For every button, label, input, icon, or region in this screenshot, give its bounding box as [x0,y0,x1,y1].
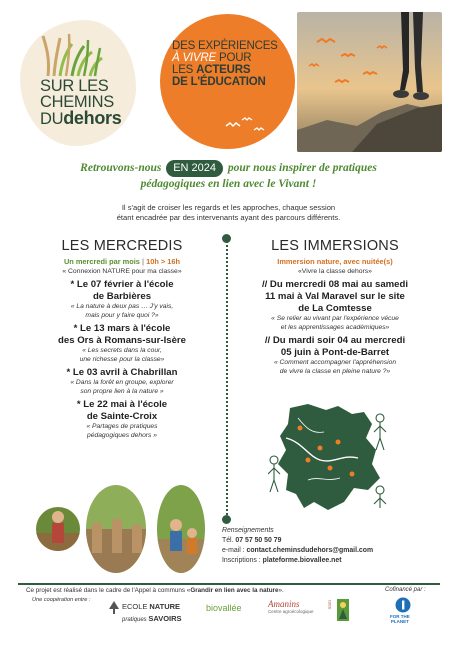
mercredis-subtitle: Un mercredi par mois | 10h > 16h [63,257,181,266]
logo-line1: SUR LES [40,77,109,95]
footer-rule [18,583,440,585]
event-item [30,279,214,320]
event-title: 11 mai à Val Maravel sur le site [265,291,405,302]
footer-text-a: Ce projet est réalisé dans le cadre de l'Appel à communs « [26,587,191,594]
grass-logo-icon [40,28,110,78]
activity-photos [36,483,206,575]
event-item [30,323,214,364]
planet-line2: PLANET [390,619,409,624]
contact-phone [222,536,442,546]
event-item [30,367,214,396]
tree-icon [108,600,120,614]
partner1-nature: NATURE [149,601,181,611]
event-title: // Du mercredi 08 mai au samedi [261,279,409,290]
tagline-line1: DES EXPÉRIENCES [172,40,278,52]
tagline-acteurs: ACTEURS [196,64,251,76]
mercredis-frequency: Un mercredi par mois [63,257,140,266]
planet-line1: FOR THE [390,614,410,619]
partner1-ecole: ECOLE [121,601,148,611]
planet-label [390,614,410,624]
contact-email [222,546,442,556]
footer-text-b: Grandir en lien avec la nature [190,587,279,594]
tagline-a-vivre: À VIVRE [172,52,216,64]
event-title: * Le 13 mars à l'école [73,323,171,334]
region-map-icon [268,398,388,516]
event-quote: « Comment accompagner l'appréhension [273,359,397,366]
contact-heading: Renseignements [222,527,274,534]
divider-dot-bottom [222,515,231,524]
logo-line2: CHEMINS [40,93,114,111]
event-quote: « Se relier au vivant par l'expérience vécue [271,315,399,322]
sdei-emblem-icon [330,597,352,623]
event-quote: une richesse pour la classe» [79,355,165,363]
year-badge: EN 2024 [166,160,223,177]
intro-after: pour nous inspirer de pratiques [227,162,377,174]
event-quote: de vivre la classe en pleine nature ?» [279,367,391,375]
intro-line2: pédagogiques en lien avec le Vivant ! [140,178,317,190]
footer-statement [26,587,386,595]
cofund-label: Cofinancé par : [385,587,426,593]
email-link[interactable]: contact.cheminsdudehors@gmail.com [246,547,374,554]
logo-line3-dehors: dehors [63,108,122,128]
birds-icon [222,110,272,136]
partner1-pratiques: pratiques [122,617,147,623]
partner-ecole-nature-logo [108,600,182,623]
event-title: de La Comtesse [298,303,372,314]
immersions-column [242,238,428,376]
immersions-title: LES IMMERSIONS [271,238,399,254]
intro-before: Retrouvons-nous [80,162,162,174]
event-quote: mais pour y faire quoi ?» [85,311,159,319]
tagline-line2 [172,52,284,64]
immersions-subtitle [242,257,428,267]
mercredis-column [30,238,214,440]
partner4-name: SDEI [327,600,332,610]
intro-line1 [24,160,433,177]
event-item [242,279,428,332]
mercredis-note: « Connexion NATURE pour ma classe» [62,268,182,275]
event-item [242,335,428,376]
hiker-sunset-photo [297,12,442,152]
one-percent-planet-icon [395,597,411,613]
intro-heading [24,160,433,192]
contact-signup [222,556,442,566]
intro-description [40,203,417,223]
event-title: * Le 07 février à l'école [70,279,174,290]
logo-line3-du: DU [40,110,64,128]
contact-block [222,526,442,566]
tagline-pour: POUR [218,52,252,64]
divider-dot-top [222,234,231,243]
cooperation-label: Une coopération entre : [32,597,91,603]
event-title: // Du mardi soir 04 au mercredi [264,335,406,346]
tagline-les: LES [172,64,194,76]
event-quote: « La nature à deux pas … J'y vais, [70,303,174,310]
partner1-savoirs: SAVOIRS [148,614,182,623]
event-title: de Barbières [92,291,152,302]
phone-label: Tél. [222,537,234,544]
immersions-note: «Vivre la classe dehors» [298,268,372,275]
mercredis-title: LES MERCREDIS [61,238,183,254]
event-title: * Le 03 avril à Chabrillan [66,367,178,378]
event-quote: son propre lien à la nature » [80,387,164,395]
header-tagline [172,40,284,88]
footer-text-c: ». [278,587,284,594]
event-quote: et les apprentissages académiques» [280,323,390,331]
email-label: e-mail : [222,547,245,554]
event-title: * Le 22 mai à l'école [76,399,168,410]
partner3-sub: Centre agroécologique [268,609,314,614]
tagline-line3 [172,64,284,76]
logo-line3 [40,110,140,127]
signup-link[interactable]: plateforme.biovallee.net [262,557,342,564]
partner3-name: Amanins [268,599,300,609]
signup-label: Inscriptions : [222,557,261,564]
event-title: de Sainte-Croix [86,411,158,422]
mercredis-hours: 10h > 16h [146,257,181,266]
event-title: des Ors à Romans-sur-Isère [58,335,186,346]
phone-number[interactable]: 07 57 50 50 79 [235,537,282,544]
event-quote: « Dans la forêt en groupe, explorer [70,379,174,386]
intro-sub1: Il s'agit de croiser les regards et les approches, chaque session [121,203,336,212]
partner-amanins-logo [268,599,314,614]
partner-sdei-logo [327,597,352,625]
tagline-line4: DE L'ÉDUCATION [172,76,266,88]
partner-biovallee-logo: biovallée [206,603,242,613]
immersions-subtitle-text: Immersion nature, avec nuitée(s) [277,257,393,266]
column-divider [226,238,228,518]
event-quote: « Partages de pratiques [86,423,158,430]
event-quote: pédagogiques dehors » [87,431,157,439]
intro-sub2: étant encadrée par des intervenants ayant des parcours différents. [116,213,341,222]
event-quote: « Les secrets dans la cour, [82,347,162,354]
logo-wordmark [40,78,140,127]
event-title: 05 juin à Pont-de-Barret [280,347,390,358]
event-item [30,399,214,440]
